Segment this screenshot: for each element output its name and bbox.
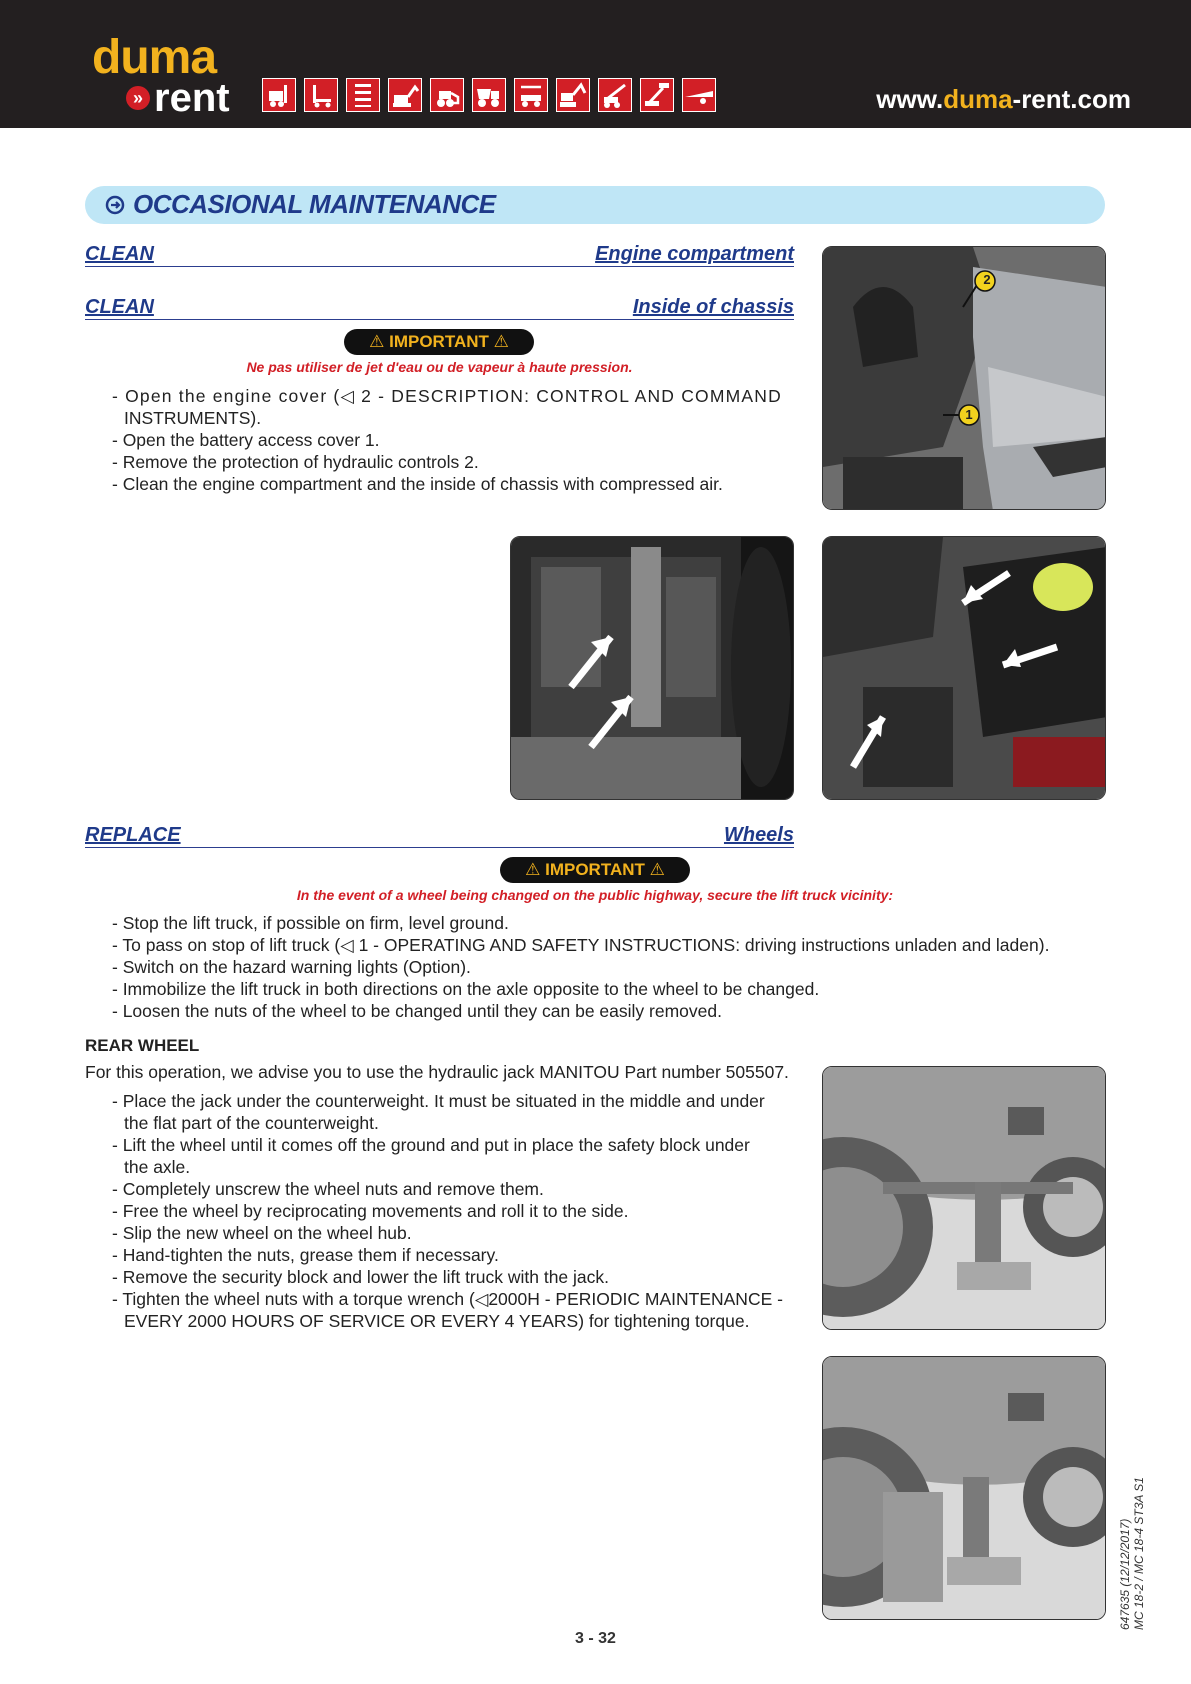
loader-icon	[430, 78, 464, 112]
important-label: IMPORTANT	[389, 332, 489, 351]
section-subject: Engine compartment	[595, 243, 794, 265]
section-action: CLEAN	[85, 243, 154, 265]
important-label: IMPORTANT	[545, 860, 645, 879]
photo-safety-block	[822, 1356, 1106, 1620]
rear-step-2: - Lift the wheel until it comes off the ground and put in place the safety block under	[112, 1135, 750, 1155]
rear-step-1: - Place the jack under the counterweight. It must be situated in the middle and under	[112, 1091, 765, 1111]
url-highlight: duma	[943, 84, 1013, 114]
logo-rent-text	[124, 76, 230, 120]
reference-arrow-icon: ◁	[340, 386, 356, 406]
scaffold-icon	[346, 78, 380, 112]
clean-step-1-cont: INSTRUMENTS).	[124, 408, 262, 428]
logo-rent-label: rent	[154, 76, 230, 120]
rear-step-7: - Remove the security block and lower the lift truck with the jack.	[112, 1267, 610, 1287]
clean-step-1	[112, 385, 794, 407]
wheel-step-5: - Loosen the nuts of the wheel to be changed until they can be easily removed.	[112, 1001, 722, 1021]
rear-step-3: - Completely unscrew the wheel nuts and remove them.	[112, 1179, 544, 1199]
aerial-platform-icon	[640, 78, 674, 112]
banner-title: OCCASIONAL MAINTENANCE	[133, 189, 496, 219]
rear-step-8	[112, 1288, 783, 1310]
section-action: REPLACE	[85, 824, 181, 846]
wheel-step-1: - Stop the lift truck, if possible on firm, level ground.	[112, 913, 509, 933]
section-heading-chassis	[85, 291, 794, 320]
rear-wheel-heading: REAR WHEEL	[85, 1036, 200, 1055]
section-subject: Inside of chassis	[632, 296, 794, 318]
clean-step-4: - Clean the engine compartment and the inside of chassis with compressed air.	[112, 474, 723, 494]
pallet-truck-icon	[304, 78, 338, 112]
reference-arrow-icon: ◁	[340, 935, 354, 955]
logo-arrows-icon: »	[126, 86, 150, 110]
arrow-circle-icon	[105, 195, 125, 215]
photo-battery-controls	[822, 536, 1106, 800]
callout-1-label: 1	[965, 407, 973, 422]
website-url[interactable]	[876, 84, 1131, 115]
step-text: 1 - OPERATING AND SAFETY INSTRUCTIONS: driving instructions unladen and laden).	[353, 935, 1050, 955]
important-badge: ⚠ IMPORTANT ⚠	[500, 857, 690, 883]
rear-wheel-advice: For this operation, we advise you to use the hydraulic jack MANITOU Part number 505507.	[85, 1062, 789, 1082]
section-heading-engine	[85, 238, 794, 267]
rear-step-5: - Slip the new wheel on the wheel hub.	[112, 1223, 412, 1243]
rear-step-6: - Hand-tighten the nuts, grease them if necessary.	[112, 1245, 499, 1265]
header-bar	[0, 0, 1191, 128]
crane-truck-icon	[514, 78, 548, 112]
important-badge: ⚠ IMPORTANT ⚠	[344, 329, 534, 355]
step-text: - To pass on stop of lift truck (	[112, 935, 341, 955]
rear-step-2-cont: the axle.	[124, 1157, 191, 1177]
section-banner	[85, 186, 1105, 224]
model-reference: MC 18-2 / MC 18-4 ST3A S1	[1132, 1477, 1146, 1630]
reference-arrow-icon: ◁	[474, 1289, 489, 1309]
url-suffix: -rent.com	[1012, 84, 1131, 114]
photo-chassis-inside	[510, 536, 794, 800]
photo-jack-position	[822, 1066, 1106, 1330]
step-text: 2 - DESCRIPTION: CONTROL AND COMMAND	[355, 386, 782, 406]
section-subject: Wheels	[723, 824, 794, 846]
logo-duma-text: duma	[92, 31, 217, 84]
excavator-icon	[556, 78, 590, 112]
mini-excavator-icon	[388, 78, 422, 112]
trailer-icon	[682, 78, 716, 112]
rear-step-4: - Free the wheel by reciprocating movements and roll it to the side.	[112, 1201, 629, 1221]
callout-2-label: 2	[983, 272, 991, 287]
document-reference	[1118, 1477, 1146, 1630]
rear-step-1-cont: the flat part of the counterweight.	[124, 1113, 379, 1133]
wheel-step-3: - Switch on the hazard warning lights (Option).	[112, 957, 471, 977]
clean-step-2: - Open the battery access cover 1.	[112, 430, 380, 450]
section-heading-wheels	[85, 819, 794, 848]
section-action: CLEAN	[85, 296, 154, 318]
rear-step-8-cont: EVERY 2000 HOURS OF SERVICE OR EVERY 4 YEARS) for tightening torque.	[124, 1311, 750, 1331]
wheel-step-2	[112, 934, 1049, 956]
clean-step-3: - Remove the protection of hydraulic controls 2.	[112, 452, 479, 472]
warning-note: Ne pas utiliser de jet d'eau ou de vapeur à haute pression.	[246, 359, 633, 375]
step-text: 2000H - PERIODIC MAINTENANCE -	[488, 1289, 783, 1309]
url-prefix: www.	[876, 84, 944, 114]
photo-engine-cover	[822, 246, 1106, 510]
warning-note: In the event of a wheel being changed on the public highway, secure the lift truck vicinity:	[296, 887, 894, 903]
dumper-icon	[472, 78, 506, 112]
forklift-icon	[262, 78, 296, 112]
wheel-step-4: - Immobilize the lift truck in both directions on the axle opposite to the wheel to be changed.	[112, 979, 820, 999]
page-number: 3 - 32	[575, 1630, 616, 1647]
reference-code: 647635 (12/12/2017)	[1118, 1518, 1132, 1630]
telescopic-handler-icon	[598, 78, 632, 112]
step-text: - Tighten the wheel nuts with a torque wrench (	[112, 1289, 475, 1309]
step-text: - Open the engine cover (	[112, 386, 341, 406]
